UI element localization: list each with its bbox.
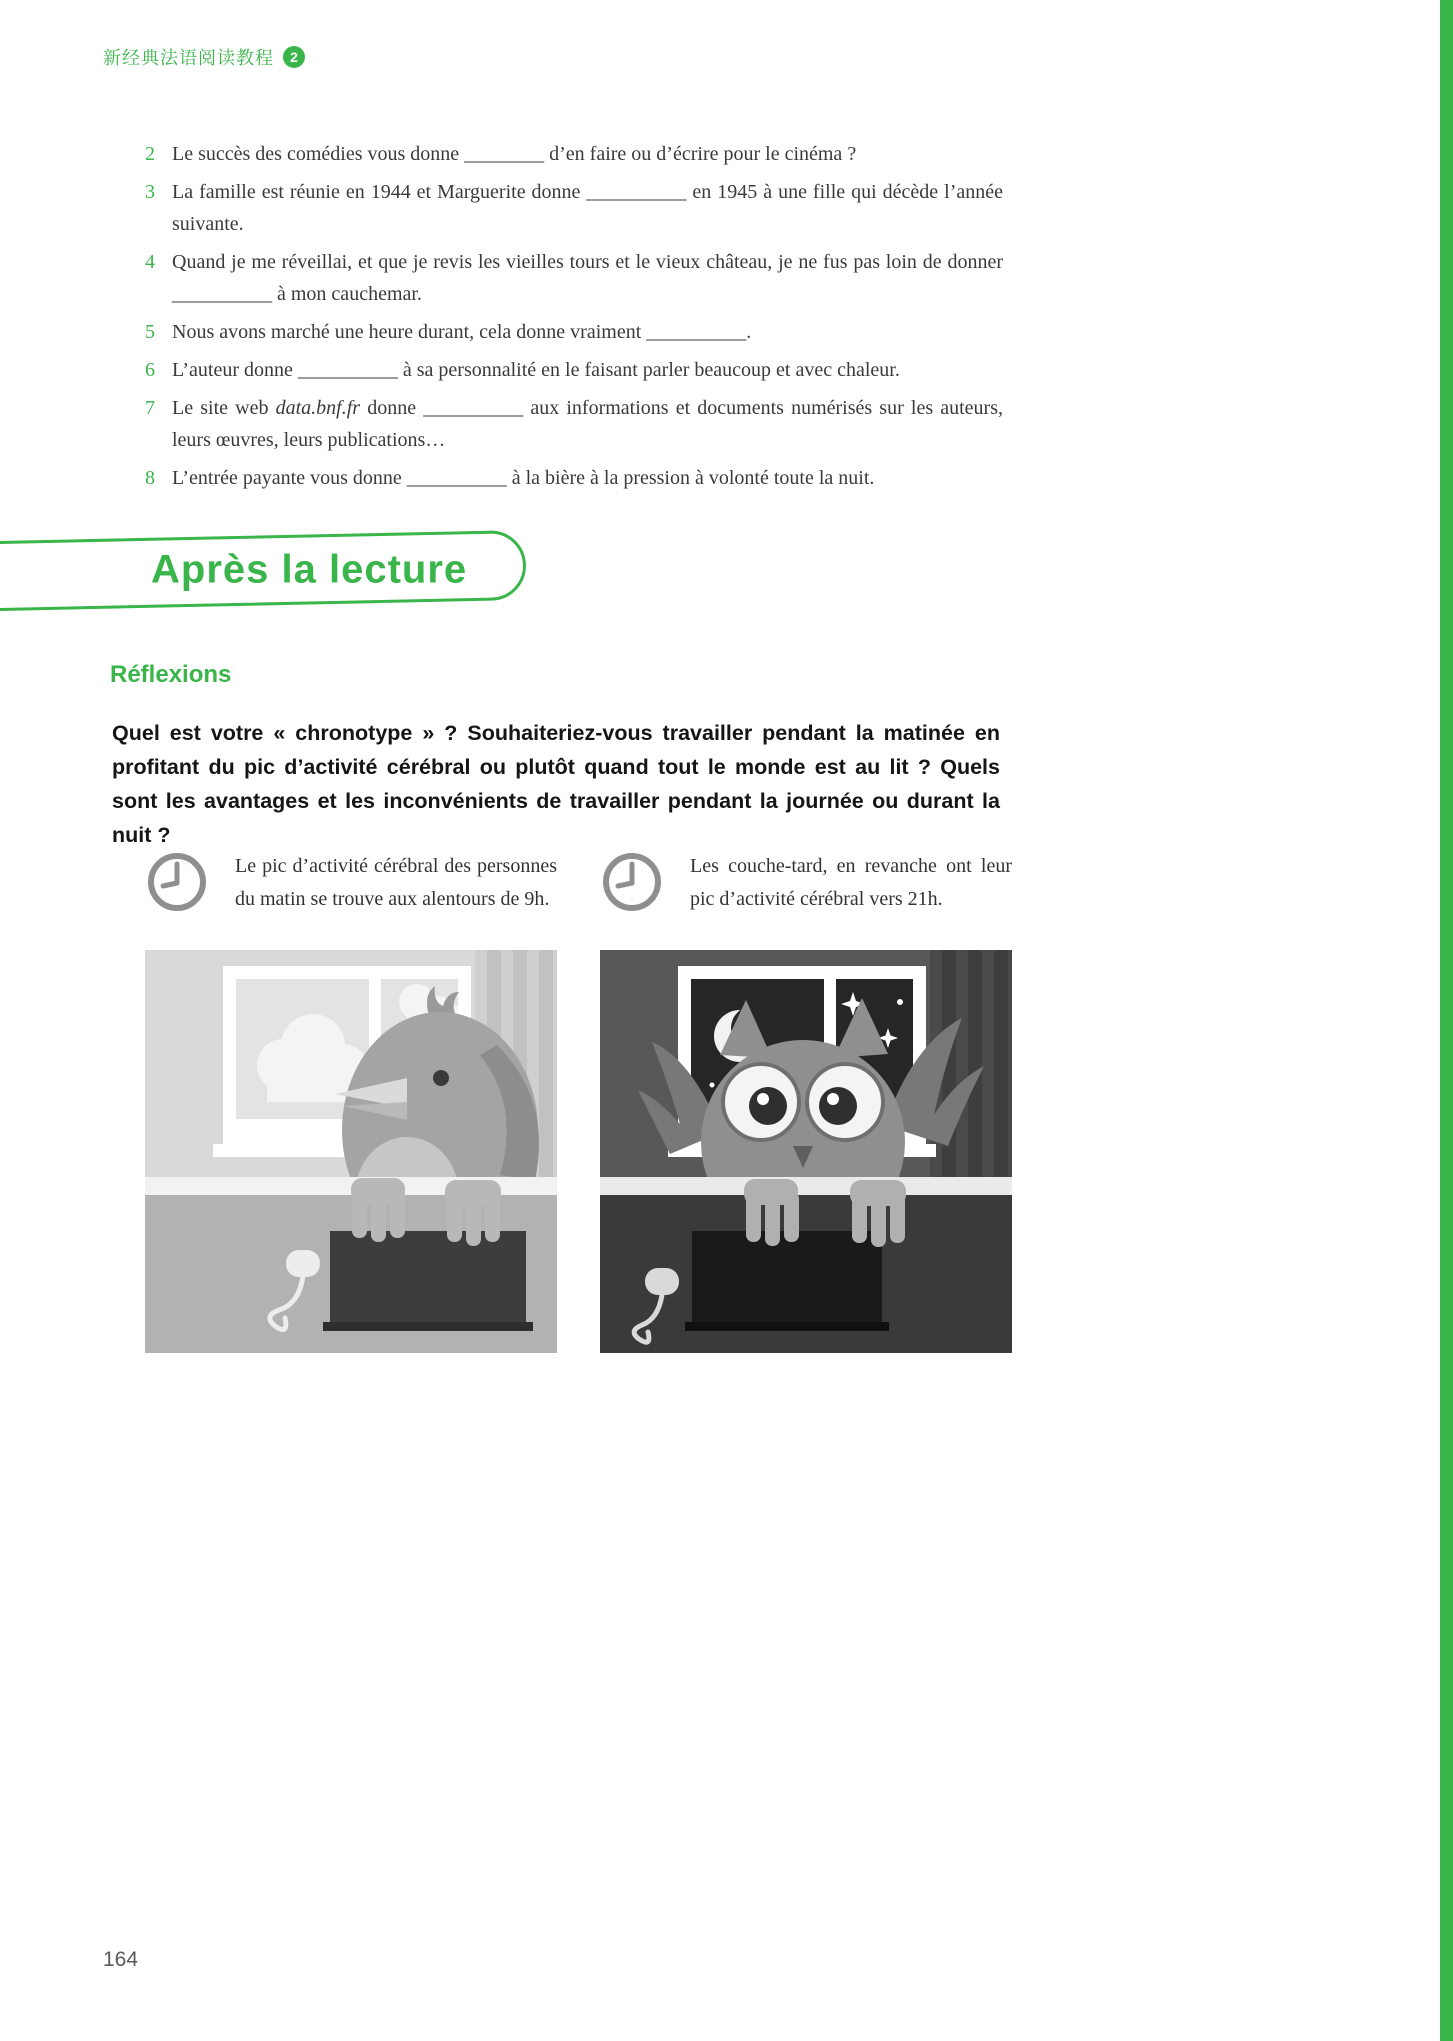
exercise-text-segment: Le site web: [172, 397, 276, 419]
laptop: [323, 1231, 533, 1331]
exercise-item: [145, 246, 1003, 310]
exercise-item: [145, 354, 1003, 386]
exercise-text: [172, 462, 1003, 494]
facts-row: [145, 850, 1012, 916]
exercise-text-segment: donne __________ aux informations et documents numérisés sur les auteurs, leurs œuvres, leurs publications…: [172, 397, 1003, 451]
clock-icon: [600, 850, 664, 914]
laptop: [685, 1231, 889, 1331]
exercise-number: 6: [145, 359, 155, 381]
fact-text-morning: Le pic d’activité cérébral des personnes du matin se trouve aux alentours de 9h.: [235, 855, 557, 910]
reflexion-question: Quel est votre « chronotype » ? Souhaiteriez-vous travailler pendant la matinée en profitant du pic d’activité cérébral ou plutôt quand tout le monde est au lit ? Quels sont les avantages et les inconvénients de travailler pendant la journée ou durant la nuit ?: [112, 721, 1000, 847]
page-edge-accent: [1440, 0, 1453, 2041]
exercise-text-segment-italic: data.bnf.fr: [275, 397, 361, 419]
exercise-item: [145, 392, 1003, 456]
exercise-item: [145, 176, 1003, 240]
book-title: 新经典法语阅读教程: [103, 48, 274, 68]
exercise-number: 2: [145, 143, 155, 165]
illustrations-row: [145, 950, 1012, 1353]
exercise-number: 8: [145, 467, 155, 489]
exercise-item: [145, 138, 1003, 170]
exercise-text-segment: L’entrée payante vous donne __________ à la bière à la pression à volonté toute la nuit.: [172, 467, 875, 489]
volume-number: 2: [290, 49, 298, 65]
exercise-number: 7: [145, 397, 155, 419]
reflexions-heading: Réflexions: [110, 661, 232, 688]
exercise-text: [172, 392, 1003, 456]
section-banner: [0, 530, 527, 612]
fact-night: [600, 850, 1012, 916]
exercise-number: 4: [145, 251, 155, 273]
exercise-text-segment: L’auteur donne __________ à sa personnalité en le faisant parler beaucoup et avec chaleur.: [172, 359, 900, 381]
exercise-number: 5: [145, 321, 155, 343]
fact-morning: [145, 850, 557, 916]
exercise-number: 3: [145, 181, 155, 203]
book-header: [103, 44, 305, 70]
exercise-text: [172, 354, 1003, 386]
exercise-item: [145, 316, 1003, 348]
night-owl-illustration: [600, 950, 1012, 1353]
fact-text-night: Les couche-tard, en revanche ont leur pic d’activité cérébral vers 21h.: [690, 855, 1012, 910]
clock-icon: [145, 850, 209, 914]
exercise-list: [145, 138, 1003, 500]
exercise-text: [172, 316, 1003, 348]
exercise-text: [172, 138, 1003, 170]
exercise-text: [172, 176, 1003, 240]
page-number: 164: [103, 1948, 139, 1971]
exercise-text-segment: Nous avons marché une heure durant, cela donne vraiment __________.: [172, 321, 752, 343]
section-banner-label: Après la lecture: [150, 546, 468, 591]
exercise-text-segment: Le succès des comédies vous donne ________ d’en faire ou d’écrire pour le cinéma ?: [172, 143, 857, 165]
exercise-text: [172, 246, 1003, 310]
morning-bird-illustration: [145, 950, 557, 1353]
volume-badge: [283, 46, 305, 68]
exercise-text-segment: Quand je me réveillai, et que je revis les vieilles tours et le vieux château, je ne fus pas loin de donner __________ à mon cauchemar.: [172, 251, 1003, 305]
exercise-item: [145, 462, 1003, 494]
exercise-text-segment: La famille est réunie en 1944 et Marguerite donne __________ en 1945 à une fille qui décède l’année suivante.: [172, 181, 1003, 235]
